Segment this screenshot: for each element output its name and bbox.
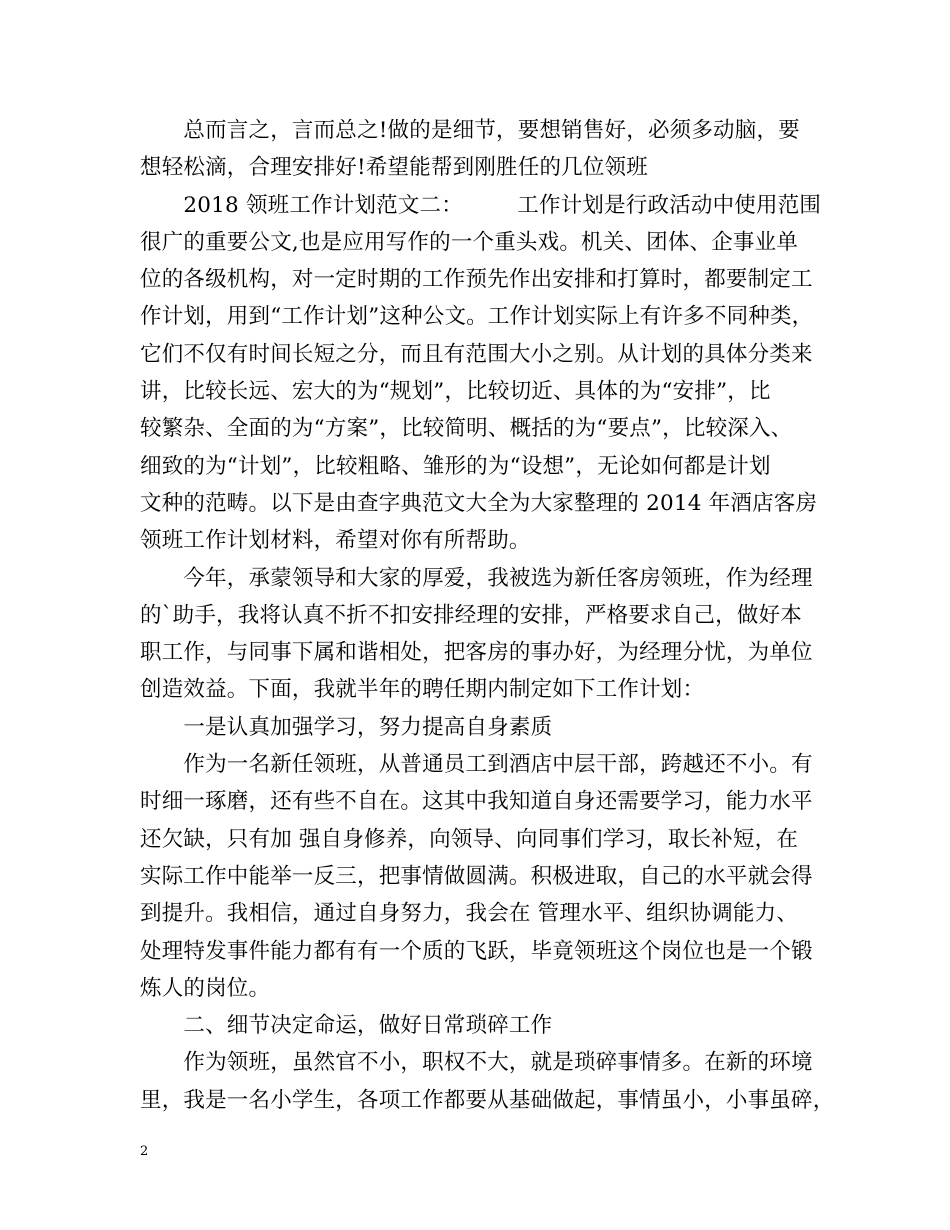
text-line: 位的各级机构，对一定时期的工作预先作出安排和打算时，都要制定工 bbox=[140, 267, 813, 293]
text-line: 处理特发事件能力都有有一个质的飞跃，毕竟领班这个岗位也是一个锻 bbox=[140, 938, 813, 964]
text-line: 实际工作中能举一反三，把事情做圆满。积极进取，自己的水平就会得 bbox=[140, 863, 813, 889]
text-line: 2018 领班工作计划范文二： 工作计划是行政活动中使用范围 bbox=[140, 192, 822, 218]
text-line: 文种的范畴。以下是由查字典范文大全为大家整理的 2014 年酒店客房 bbox=[140, 490, 818, 516]
section-heading: 二、细节决定命运，做好日常琐碎工作 bbox=[140, 1013, 553, 1039]
text-line: 里，我是一名小学生，各项工作都要从基础做起，事情虽小，小事虽碎， bbox=[140, 1087, 835, 1113]
text-line: 到提升。我相信，通过自身努力，我会在 管理水平、组织协调能力、 bbox=[140, 901, 799, 927]
text-line: 职工作，与同事下属和谐相处，把客房的事办好，为经理分忧，为单位 bbox=[140, 640, 813, 666]
page-number: 2 bbox=[140, 1144, 149, 1159]
text-line: 较繁杂、全面的为“方案”，比较简明、概括的为“要点”，比较深入、 bbox=[140, 416, 793, 442]
text-line: 炼人的岗位。 bbox=[140, 975, 271, 1001]
text-line: 很广的重要公文,也是应用写作的一个重头戏。机关、团体、企事业单 bbox=[140, 229, 799, 255]
text-line: 细致的为“计划”，比较粗略、雏形的为“设想”，无论如何都是计划 bbox=[140, 453, 771, 479]
text-line: 作为领班，虽然官不小，职权不大，就是琐碎事情多。在新的环境 bbox=[140, 1050, 813, 1076]
text-line: 想轻松滴，合理安排好!希望能帮到刚胜任的几位领班 bbox=[140, 155, 648, 181]
text-line: 它们不仅有时间长短之分，而且有范围大小之别。从计划的具体分类来 bbox=[140, 341, 813, 367]
document-body bbox=[140, 112, 835, 1119]
section-heading: 一是认真加强学习，努力提高自身素质 bbox=[140, 714, 553, 740]
text-line: 总而言之，言而总之!做的是细节，要想销售好，必须多动脑，要 bbox=[140, 118, 800, 143]
text-line: 今年，承蒙领导和大家的厚爱，我被选为新任客房领班，作为经理 bbox=[140, 565, 813, 591]
text-line: 时细一琢磨，还有些不自在。这其中我知道自身还需要学习，能力水平 bbox=[140, 789, 813, 815]
text-line: 讲，比较长远、宏大的为“规划”，比较切近、具体的为“安排”，比 bbox=[140, 379, 771, 405]
text-line: 领班工作计划材料，希望对你有所帮助。 bbox=[140, 528, 531, 554]
text-line: 作计划，用到“工作计划”这种公文。工作计划实际上有许多不同种类， bbox=[140, 304, 814, 330]
text-line: 创造效益。下面，我就半年的聘任期内制定如下工作计划： bbox=[140, 677, 705, 703]
text-line: 还欠缺，只有加 强自身修养，向领导、向同事们学习，取长补短，在 bbox=[140, 826, 799, 852]
text-line: 作为一名新任领班，从普通员工到酒店中层干部，跨越还不小。有 bbox=[140, 752, 813, 778]
text-line: 的`助手，我将认真不折不扣安排经理的安排，严格要求自己，做好本 bbox=[140, 602, 802, 628]
